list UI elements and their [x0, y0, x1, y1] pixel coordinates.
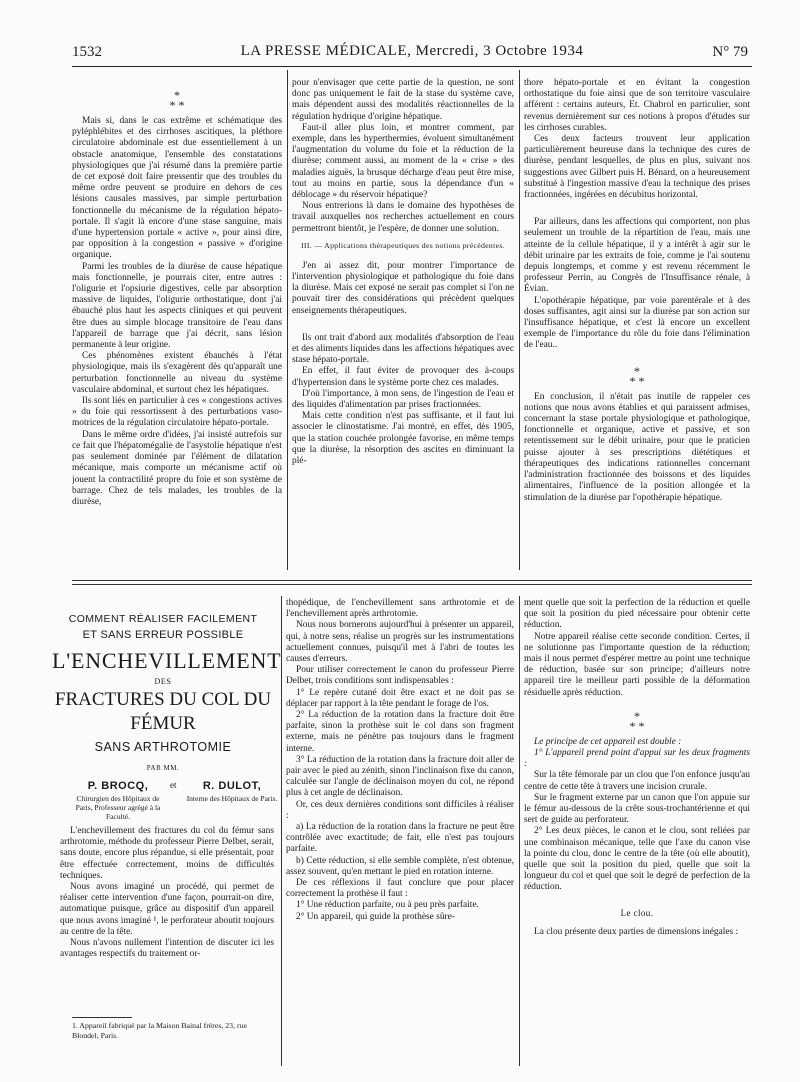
- page-header: [72, 40, 752, 67]
- section-separator: [72, 580, 752, 581]
- paragraph: En conclusion, il n'était pas inutile de rappeler ces notions que nous avons établies et qui paraissent admises, concernant la stase portale physiologique et pathologique, fonctionnelle et organique, active et passive, et son retentissement sur le débit urinaire, pour que le praticien puisse ajouter à ses prescriptions diététiques et thérapeutiques des indications rationnelles concernant l'administration fractionnée des boissons et des liquides alimentaires, l'influence de la position allongée et la stimulation de la diurèse par l'opothérapie hépatique.: [524, 391, 750, 503]
- section-heading: Le clou.: [620, 907, 654, 918]
- paragraph: L'enchevillement des fractures du col du fémur sans arthrotomie, méthode du professeur Pierre Delbet, serait, sans doute, encore plus répandue, si elle présentait, pour être effectuée correctement, moins de difficultés techniques.: [60, 826, 274, 881]
- paragraph: 1° Le repère cutané doit être exact et ne doit pas se déplacer par rapport à la tête pendant le forage de l'os.: [286, 687, 514, 709]
- paragraph: Sur la tête fémorale par un clou que l'on enfonce jusqu'au centre de cette tête à travers une incision crurale.: [524, 770, 750, 792]
- paragraph: Parmi les troubles de la diurèse de cause hépatique mais fonctionnelle, je pourrais citer, entre autres : l'oligurie et l'opsiurie digestives, celle par absorption massive de liquides, l'oligurie orthostatique, dont j'ai ébauché plus haut les aspects cliniques et qui peuvent être dues au simple blocage transitoire de l'eau dans l'appareil de barrage que j'ai décrit, sans lésion permanente à leur origine.: [72, 261, 282, 351]
- paragraph: thore hépato-portale et en évitant la congestion orthostatique du foie ainsi que de son territoire vasculaire afférent : certains auteurs, Et. Chabrol en particulier, sont revenus dernièrement sur ces notions à propos d'études sur les cirrhoses curables.: [524, 78, 750, 133]
- article-kicker: COMMENT RÉALISER FACILEMENT: [68, 613, 258, 625]
- paragraph: Ces phénomènes existent ébauchés à l'état physiologique, mais ils s'exagèrent dès qu'apparaît une perturbation fonctionnelle au niveau du système vasculaire abdominal, et surtout chez les hépatiques.: [72, 351, 282, 395]
- byline-label: PAR MM.: [146, 764, 180, 772]
- top-column-3: [524, 78, 750, 572]
- paragraph: Pour utiliser correctement le canon du professeur Pierre Delbet, trois conditions sont indispensables :: [286, 665, 514, 687]
- paragraph: pour n'envisager que cette partie de la question, ne sont donc pas uniquement le fait de la stase du système cave, mais dépendent aussi des modalités réactionnelles de la régulation hydrique d'origine hépatique.: [292, 78, 514, 122]
- article-title: L'ENCHEVILLEMENT: [52, 648, 282, 673]
- paragraph: Or, ces deux dernières conditions sont difficiles à réaliser :: [286, 799, 514, 821]
- column-divider: [287, 70, 288, 570]
- paragraph: 2° Les deux pièces, le canon et le clou, sont reliées par une combinaison mécanique, telle que l'axe du canon vise la pointe du clou, donc le centre de la tête (où elle aboutit), quelle que soit la position du pied, quelle que soit la longueur du col et quel que soit le degré de perfection de la réduction.: [524, 826, 750, 893]
- top-column-1: [72, 86, 282, 572]
- author-affiliation: Chirurgien des Hôpitaux de Paris, Professeur agrégé à la Faculté.: [75, 794, 161, 821]
- author-name: P. BROCQ,: [87, 780, 149, 792]
- paragraph: 2° Un appareil, qui guide la prothèse sûre-: [296, 911, 455, 922]
- author-name: R. DULOT,: [202, 780, 262, 792]
- paragraph: thopédique, de l'enchevillement sans arthrotomie et de l'enchevillement après arthrotomie.: [286, 598, 514, 620]
- paragraph: Nous n'avons nullement l'intention de discuter ici les avantages respectifs du traitement or-: [60, 938, 274, 960]
- paragraph: Dans le même ordre d'idées, j'ai insisté autrefois sur ce fait que l'hépatomégalie de l'asystolie hépatique n'est pas seulement dominée par l'élément de dilatation mécanique, mais comporte un mécanisme actif où jouent la contractilité propre du foie et son système de barrage. Chez de tels malades, les troubles de la diurèse,: [72, 429, 282, 507]
- article-subtitle: SANS ARTHROTOMIE: [94, 740, 232, 754]
- paragraph: Faut-il aller plus loin, et montrer comment, par exemple, dans les hyperthermies, évoluent simultanément l'augmentation du volume du foie et la réduction de la diurèse; comment aussi, au moment de la « crise » des maladies aiguës, la brusque décharge d'eau peut être mise, tout au moins en partie, sous la dépendance d'un « déblocage » du réservoir hépatique?: [292, 122, 514, 201]
- paragraph: b) Cette réduction, si elle semble complète, n'est obtenue, assez souvent, qu'en mettant le pied en rotation interne.: [286, 855, 514, 877]
- paragraph: Nous nous bornerons aujourd'hui à présenter un appareil, qui, à notre sens, réalise un progrès sur les instrumentations actuellement connues, puisqu'il met à l'abri de toutes les causes d'erreurs.: [286, 620, 514, 665]
- author: [184, 780, 280, 803]
- section-stars: * * *: [169, 88, 185, 112]
- paragraph: L'opothérapie hépatique, par voie parentérale et à des doses suffisantes, agit ainsi sur la diurèse par son action sur l'insuffisance hépatique, et c'est là encore un excellent exemple de l'importance du rôle du foie dans l'élimination de l'eau..: [524, 295, 750, 351]
- top-column-2: [292, 78, 514, 572]
- article-column-3: [524, 598, 750, 1068]
- paragraph: Notre appareil réalise cette seconde condition. Certes, il ne solutionne pas l'importante question de la réduction; mais il nous permet d'espérer mettre au point une technique de réduction, basée sur son principe; d'ailleurs notre appareil tire le meilleur parti possible de la déformation résiduelle après réduction.: [524, 631, 750, 698]
- section-separator: [72, 584, 752, 585]
- paragraph: Par ailleurs, dans les affections qui comportent, non plus seulement un trouble de la répartition de l'eau, mais une atteinte de la cellule hépatique, il y a intérêt à agir sur le débit urinaire par les extraits de foie, comme je l'ai soutenu depuis longtemps, et comme y est revenu récemment le professeur Perrin, au Congrès de l'Insuffisance rénale, à Évian.: [524, 217, 750, 295]
- paragraph: En effet, il faut éviter de provoquer des à-coups d'hypertension dans le système porte chez ces malades.: [292, 366, 514, 388]
- article-kicker: ET SANS ERREUR POSSIBLE: [82, 629, 244, 641]
- paragraph: Mais cette condition n'est pas suffisante, et il faut lui associer le clinostatisme. J'ai montré, en effet, dès 1905, que la station couchée prolongée favorise, en même temps que la diurèse, la résorption des ascites en diminuant la plé-: [292, 411, 514, 467]
- issue-number: N° 79: [712, 44, 748, 60]
- paragraph: 2° La réduction de la rotation dans la fracture doit être parfaite, sinon la prothèse suit le col dans son fragment externe, mais ne pénètre pas toujours dans le fragment interne.: [286, 710, 514, 754]
- column-divider: [281, 596, 282, 1066]
- paragraph: Mais si, dans le cas extrême et schématique des pyléphlébites et des cirrhoses ascitiques, la pléthore circulatoire abdominale est due essentiellement à un obstacle anatomique, l'ensemble des constatations physiologiques que j'ai résumé dans la première partie de cet exposé doit faire pressentir que des troubles du même ordre peuvent se produire en dehors de ces lésions causales massives, par simple perturbation fonctionnelle du mécanisme de la régulation hépato-portale. Il s'agit là encore d'une stase sanguine, mais d'une hypertension portale « active », pour ainsi dire, par opposition à la congestion « passive » d'origine organique.: [72, 116, 282, 261]
- journal-title: LA PRESSE MÉDICALE, Mercredi, 3 Octobre 1934: [240, 43, 584, 59]
- paragraph: La clou présente deux parties de dimensions inégales :: [534, 926, 739, 937]
- paragraph: Ces deux facteurs trouvent leur application particulièrement heureuse dans la technique des cures de diurèse, pendant lesquelles, de plus en plus, suivant nos suggestions avec Gilbert puis H. Bénard, on a heureusement substitué à l'ingestion massive d'eau la technique des prises fractionnées, ingérées en décubitus horizontal.: [524, 134, 750, 201]
- paragraph: 1° L'appareil prend point d'appui sur les deux fragments :: [524, 748, 750, 770]
- article-column-2: [286, 598, 514, 1068]
- footnote-rule: [72, 1017, 132, 1018]
- paragraph: 3° La réduction de la rotation dans la fracture doit aller de pair avec le pied au zénith, sinon l'inclinaison fixe du canon, calculée sur l'angle de déclinaison moyen du col, ne répond plus à cet angle de déclinaison.: [286, 754, 514, 799]
- author-conjunction: et: [170, 780, 177, 790]
- article-title-block: [52, 612, 282, 840]
- paragraph: a) La réduction de la rotation dans la fracture ne peut être contrôlée avec exactitude; de fait, elle n'est pas toujours parfaite.: [286, 822, 514, 855]
- paragraph: Nous avons imaginé un procédé, qui permet de réaliser cette intervention d'une façon, pourrait-on dire, automatique puisque, grâce au dispositif d'un appareil que nous avons imaginé ¹, le perforateur aboutit toujours au centre de la tête.: [60, 882, 274, 937]
- column-divider: [519, 596, 520, 1066]
- column-divider: [519, 70, 520, 570]
- section-stars: * * *: [629, 708, 645, 733]
- paragraph: 1° Une réduction parfaite, ou à peu près parfaite.: [296, 900, 479, 911]
- author-affiliation: Interne des Hôpitaux de Paris.: [186, 794, 278, 803]
- paragraph: J'en ai assez dit, pour montrer l'importance de l'intervention physiologique et pathologique du foie dans la diurèse. Mais cet exposé ne serait pas complet si l'on ne pouvait tirer des considérations qui précèdent quelques enseignements thérapeutiques.: [292, 260, 514, 316]
- paragraph: Ils ont trait d'abord aux modalités d'absorption de l'eau et des aliments liquides dans les affections hépatiques avec stase hépato-portale.: [292, 332, 514, 366]
- section-heading: III. — Applications thérapeutiques des notions précédentes.: [301, 240, 505, 250]
- article-title-connector: DES: [154, 677, 172, 686]
- article-column-1: [60, 826, 274, 1012]
- paragraph: Nous entrerions là dans le domaine des hypothèses de travail auxquelles nos recherches actuellement en cours permettront bientôt, je l'espère, de donner une solution.: [292, 201, 514, 234]
- paragraph: Sur le fragment externe par un canon que l'on appuie sur le fémur au-dessous de la crête sous-trochantérienne et qui sert de guide au perforateur.: [524, 792, 750, 826]
- page-number: 1532: [72, 44, 102, 60]
- paragraph: Ils sont liés en particulier à ces « congestions actives » du foie qui ressortissent à des perturbations vaso-motrices de la régulation circulatoire hépato-portale.: [72, 396, 282, 429]
- paragraph: De ces réflexions il faut conclure que pour placer correctement la prothèse il faut :: [286, 878, 514, 900]
- author: [70, 780, 166, 821]
- paragraph: ment quelle que soit la perfection de la réduction et quelle que soit la position du pied nécessaire pour obtenir cette réduction.: [524, 598, 750, 631]
- section-stars: * * *: [629, 363, 645, 388]
- article-title: FRACTURES DU COL DU FÉMUR: [54, 689, 272, 734]
- paragraph: Le principe de cet appareil est double :: [534, 736, 682, 747]
- paragraph: D'où l'importance, à mon sens, de l'ingestion de l'eau et des liquides d'alimentation par prises fractionnées.: [292, 388, 514, 411]
- footnote: 1. Appareil fabriqué par la Maison Bainal frères, 23, rue Blondel, Paris.: [72, 1021, 247, 1040]
